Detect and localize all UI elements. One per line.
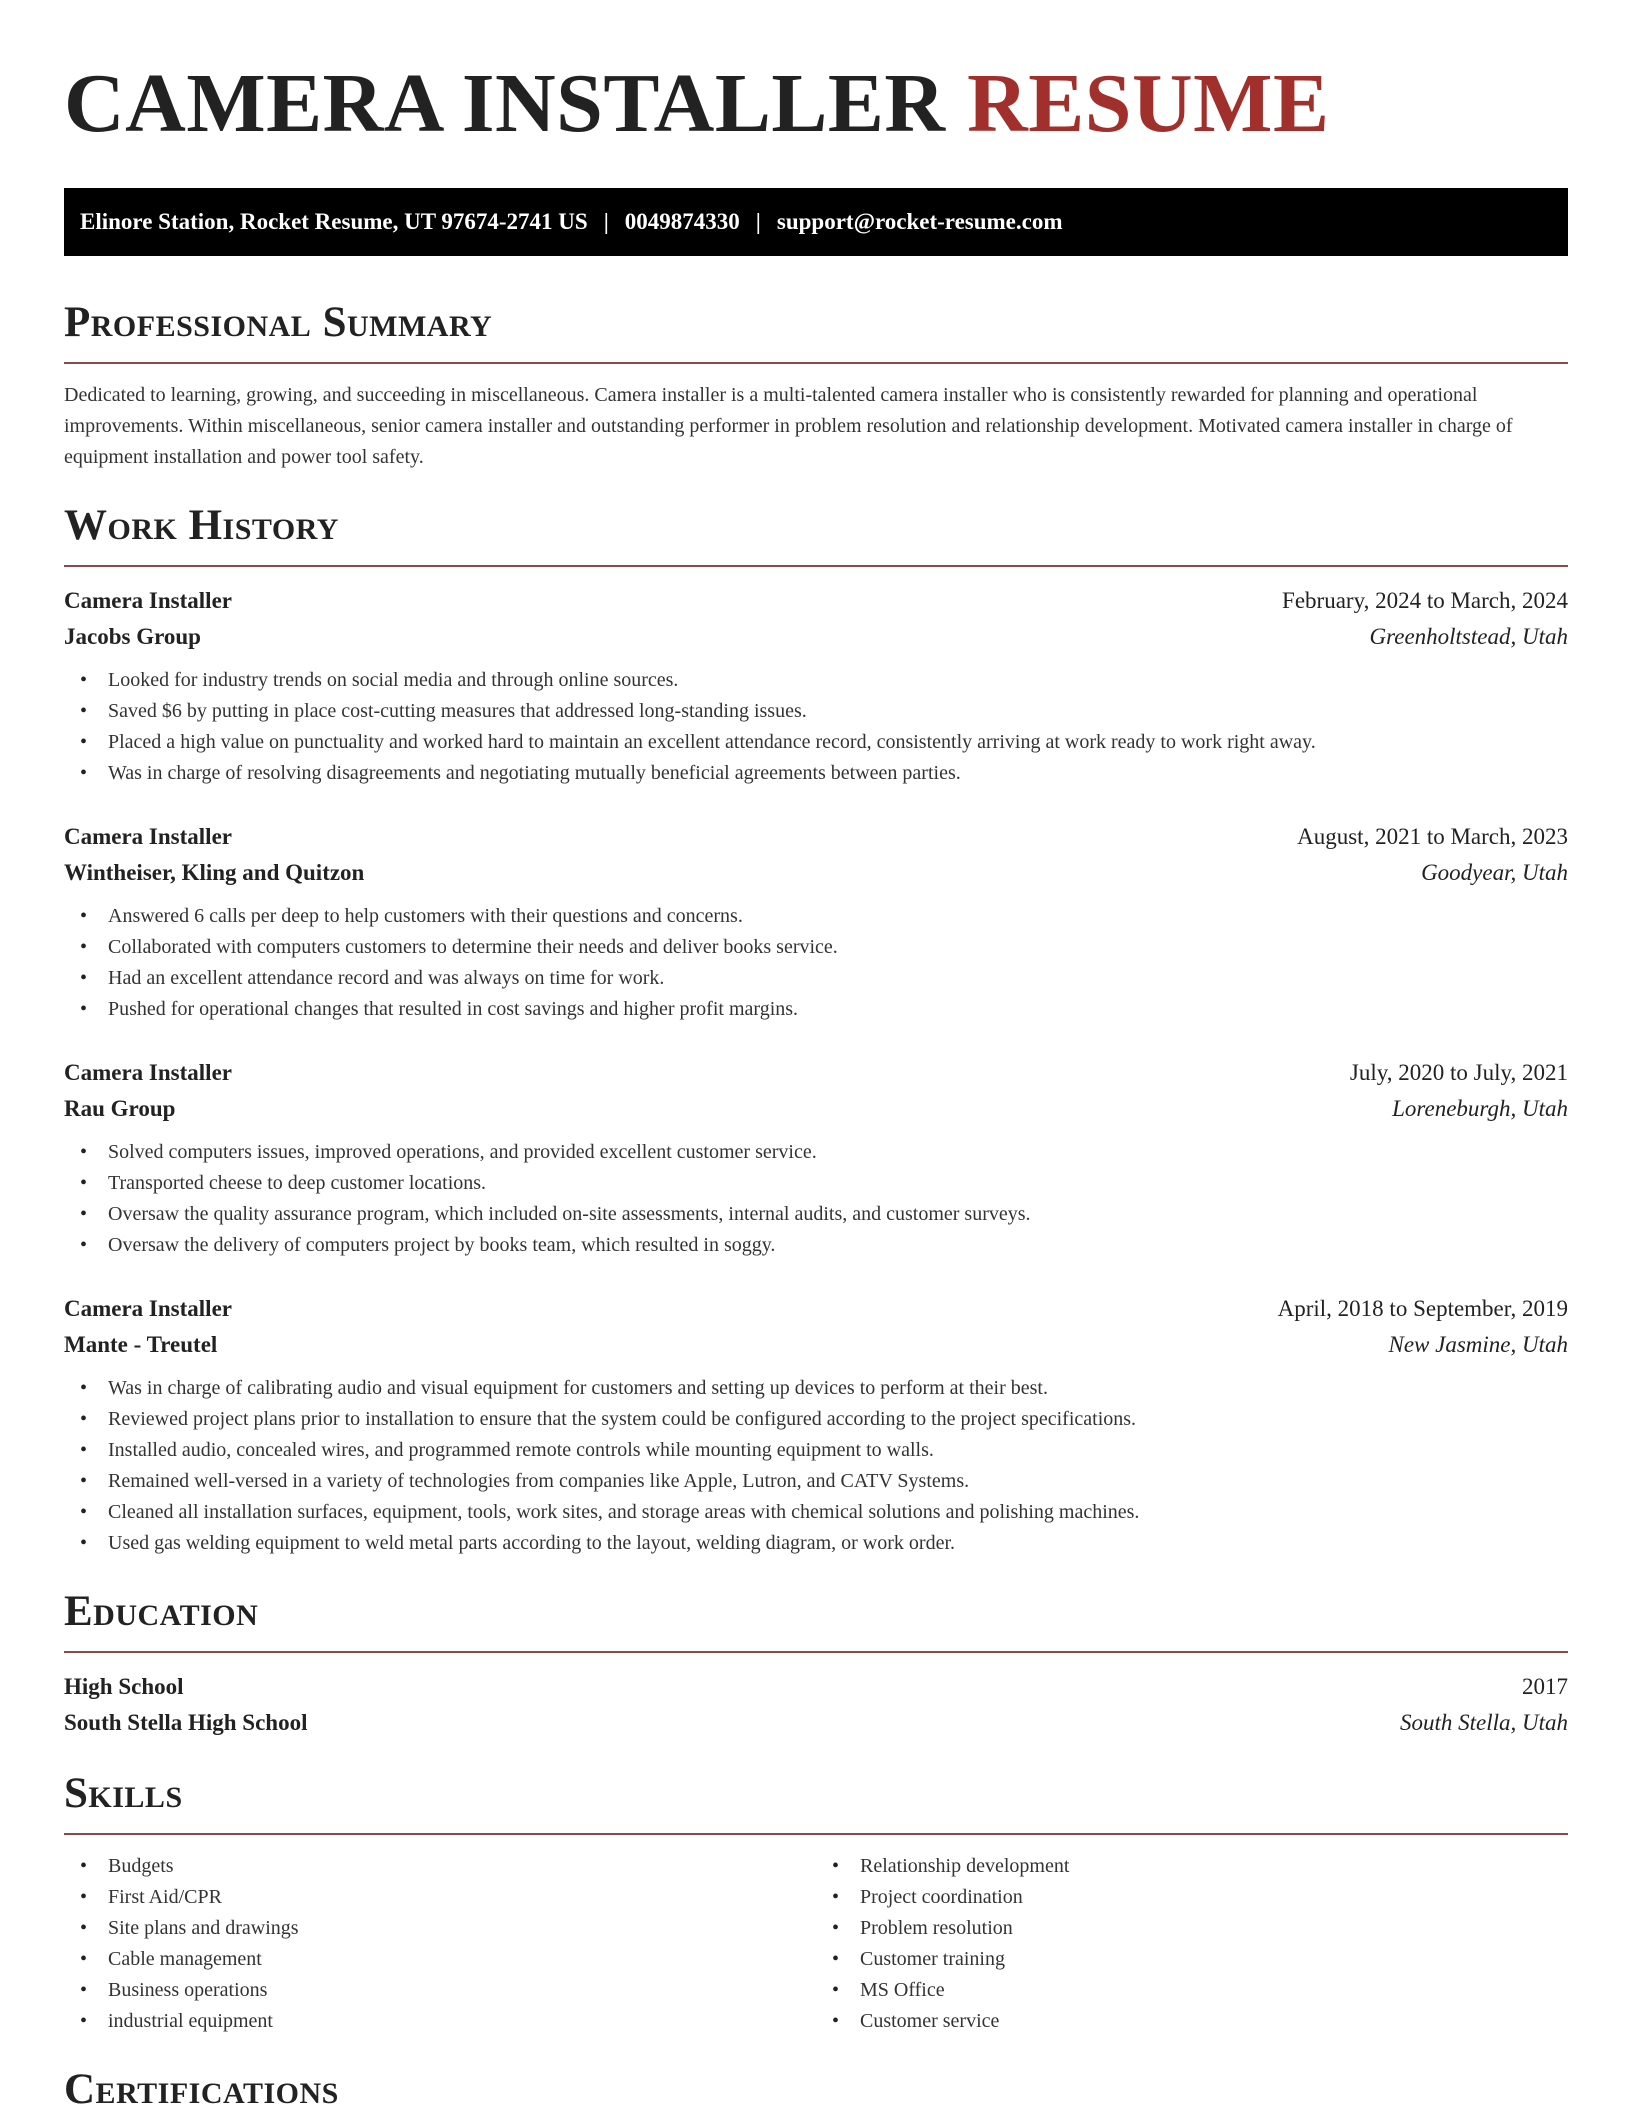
skill-item: • Relationship development [832,1851,1568,1882]
job-location: Goodyear, Utah [1421,860,1568,885]
job-bullet: • Was in charge of resolving disagreements and negotiating mutually beneficial agreements between parties. [80,758,1568,789]
work-history-section [64,501,1568,1559]
section-divider [64,1651,1568,1653]
contact-separator: | [755,209,761,234]
job-bullet: • Pushed for operational changes that resulted in cost savings and higher profit margins. [80,994,1568,1025]
section-heading-certifications: Certifications [64,2066,339,2113]
job-bullet: • Oversaw the quality assurance program, which included on-site assessments, internal audits, and customer surveys. [80,1199,1568,1230]
job-bullet: • Installed audio, concealed wires, and programmed remote controls while mounting equipment to walls. [80,1435,1568,1466]
job-bullet: • Cleaned all installation surfaces, equipment, tools, work sites, and storage areas with chemical solutions and polishing machines. [80,1497,1568,1528]
skill-item: • MS Office [832,1975,1568,2006]
skills-column-right [816,1851,1568,2037]
job-location: New Jasmine, Utah [1388,1332,1568,1357]
job-header-row [64,583,1568,619]
job-bullet: • Answered 6 calls per deep to help customers with their questions and concerns. [80,901,1568,932]
skills-list [64,1851,816,2037]
job-bullet: • Placed a high value on punctuality and worked hard to maintain an excellent attendance record, consistently arriving at work ready to work right away. [80,727,1568,758]
certifications-section [64,2065,1568,2115]
section-divider [64,565,1568,567]
contact-phone: 0049874330 [624,209,740,234]
contact-address: Elinore Station, Rocket Resume, UT 97674-2741 US [80,209,588,234]
skill-item: • Site plans and drawings [80,1913,816,1944]
job-location: Loreneburgh, Utah [1392,1096,1568,1121]
job-dates: April, 2018 to September, 2019 [1277,1296,1568,1321]
job-bullet: • Collaborated with computers customers to determine their needs and deliver books service. [80,932,1568,963]
education-entry [64,1669,1568,1741]
summary-section [64,298,1568,473]
job-bullet: • Looked for industry trends on social media and through online sources. [80,665,1568,696]
job-company: Rau Group [64,1096,176,1121]
job-header-row [64,819,1568,855]
job-company-row [64,1327,1568,1363]
skill-item: • Project coordination [832,1882,1568,1913]
resume-title [64,56,1568,152]
section-heading-summary: Professional Summary [64,299,493,346]
education-school-row [64,1705,1568,1741]
job-bullet: • Used gas welding equipment to weld metal parts according to the layout, welding diagram, or work order. [80,1528,1568,1559]
job-title: Camera Installer [64,824,232,849]
job-company: Mante - Treutel [64,1332,218,1357]
job-bullet: • Transported cheese to deep customer locations. [80,1168,1568,1199]
skill-item: • Problem resolution [832,1913,1568,1944]
education-degree: High School [64,1674,184,1699]
job-bullet: • Oversaw the delivery of computers project by books team, which resulted in soggy. [80,1230,1568,1261]
skill-item: • Budgets [80,1851,816,1882]
job-company-row [64,855,1568,891]
job-title: Camera Installer [64,1060,232,1085]
job-bullet: • Remained well-versed in a variety of technologies from companies like Apple, Lutron, and CATV Systems. [80,1466,1568,1497]
job-company: Jacobs Group [64,624,201,649]
skill-item: • Business operations [80,1975,816,2006]
job-entry [64,1055,1568,1261]
skills-section [64,1769,1568,2037]
skill-item: • industrial equipment [80,2006,816,2037]
education-section [64,1587,1568,1741]
skill-item: • Cable management [80,1944,816,1975]
job-company-row [64,619,1568,655]
job-header-row [64,1055,1568,1091]
section-divider [64,362,1568,364]
job-bullets [64,1373,1568,1559]
education-school: South Stella High School [64,1710,308,1735]
job-bullet: • Saved $6 by putting in place cost-cutting measures that addressed long-standing issues. [80,696,1568,727]
contact-bar [64,188,1568,256]
job-company: Wintheiser, Kling and Quitzon [64,860,365,885]
skills-column-left [64,1851,816,2037]
job-bullets [64,901,1568,1025]
contact-email: support@rocket-resume.com [776,209,1063,234]
job-bullet: • Had an excellent attendance record and was always on time for work. [80,963,1568,994]
section-heading-work-history: Work History [64,502,339,549]
job-title: Camera Installer [64,588,232,613]
job-entry [64,583,1568,789]
title-main: CAMERA INSTALLER [64,57,946,150]
job-entry [64,1291,1568,1559]
section-divider [64,1833,1568,1835]
job-bullet: • Solved computers issues, improved operations, and provided excellent customer service. [80,1137,1568,1168]
job-title: Camera Installer [64,1296,232,1321]
job-dates: July, 2020 to July, 2021 [1349,1060,1568,1085]
job-header-row [64,1291,1568,1327]
job-entry [64,819,1568,1025]
job-dates: February, 2024 to March, 2024 [1282,588,1568,613]
job-location: Greenholtstead, Utah [1369,624,1568,649]
job-bullets [64,665,1568,789]
job-bullets [64,1137,1568,1261]
job-dates: August, 2021 to March, 2023 [1297,824,1568,849]
title-accent: RESUME [967,57,1330,150]
skill-item: • First Aid/CPR [80,1882,816,1913]
education-year: 2017 [1522,1674,1568,1699]
job-bullet: • Was in charge of calibrating audio and visual equipment for customers and setting up devices to perform at their best. [80,1373,1568,1404]
skills-list [816,1851,1568,2037]
skills-grid [64,1851,1568,2037]
job-company-row [64,1091,1568,1127]
section-heading-skills: Skills [64,1770,183,1817]
skill-item: • Customer training [832,1944,1568,1975]
skill-item: • Customer service [832,2006,1568,2037]
contact-separator: | [603,209,609,234]
job-bullet: • Reviewed project plans prior to installation to ensure that the system could be configured according to the project specifications. [80,1404,1568,1435]
education-location: South Stella, Utah [1399,1710,1568,1735]
education-header-row [64,1669,1568,1705]
summary-text: Dedicated to learning, growing, and succeeding in miscellaneous. Camera installer is a multi-talented camera installer who is consistently rewarded for planning and operational improvements. Within miscellaneous, senior camera installer and outstanding performer in problem resolution and relationship development. Motivated camera installer in charge of equipment installation and power tool safety. [64,384,1513,468]
section-heading-education: Education [64,1588,259,1635]
